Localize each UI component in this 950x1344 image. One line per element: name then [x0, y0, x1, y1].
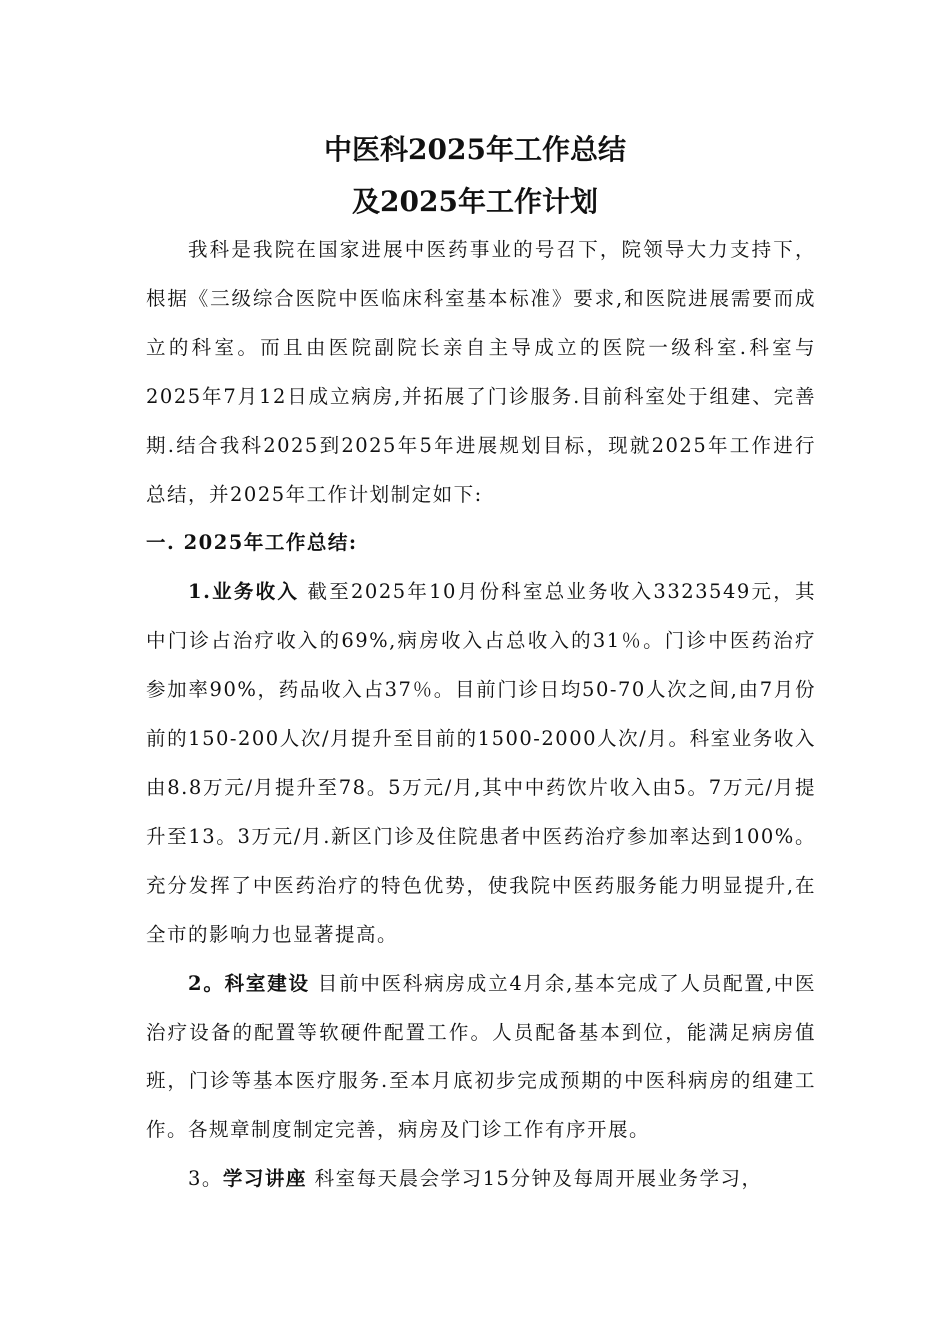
item3-text: 科室每天晨会学习15分钟及每周开展业务学习，	[306, 1167, 763, 1191]
item2-text: 目前中医科病房成立4月余,基本完成了人员配置,中医治疗设备的配置等软硬件配置工作。人员配备基本到位，能满足病房值班，门诊等基本医疗服务.至本月底初步完成预期的中医科病房的组建工作。各规章制度制定完善，病房及门诊工作有序开展。	[146, 971, 816, 1142]
item2-paragraph	[146, 960, 816, 1156]
item3-paragraph	[146, 1155, 816, 1204]
section1-heading: 一. 2025年工作总结:	[146, 531, 358, 555]
item1-label: 1.业务收入	[188, 580, 300, 604]
item3-prefix: 3。	[188, 1167, 223, 1191]
item2-label: 2。科室建设	[188, 971, 310, 995]
document-title-line2: 及2025年工作计划	[352, 185, 598, 218]
intro-paragraph: 我科是我院在国家进展中医药事业的号召下，院领导大力支持下，根据《三级综合医院中医临床科室基本标准》要求,和医院进展需要而成立的科室。而且由医院副院长亲自主导成立的医院一级科室.科室与2025年7月12日成立病房,并拓展了门诊服务.目前科室处于组建、完善期.结合我科2025到2025年5年进展规划目标，现就2025年工作进行总结，并2025年工作计划制定如下:	[146, 238, 816, 506]
document-body	[146, 226, 816, 1204]
document-title-line1: 中医科2025年工作总结	[324, 133, 626, 166]
item1-paragraph	[146, 568, 816, 959]
item1-text: 截至2025年10月份科室总业务收入3323549元，其中门诊占治疗收入的69%,病房收入占总收入的31％。门诊中医药治疗参加率90%，药品收入占37％。目前门诊日均50-70人次之间,由7月份前的150-200人次/月提升至目前的1500-2000人次/月。科室业务收入由8.8万元/月提升至78。5万元/月,其中中药饮片收入由5。7万元/月提升至13。3万元/月.新区门诊及住院患者中医药治疗参加率达到100%。充分发挥了中医药治疗的特色优势，使我院中医药服务能力明显提升,在全市的影响力也显著提高。	[146, 580, 817, 946]
item3-label: 学习讲座	[222, 1167, 307, 1191]
